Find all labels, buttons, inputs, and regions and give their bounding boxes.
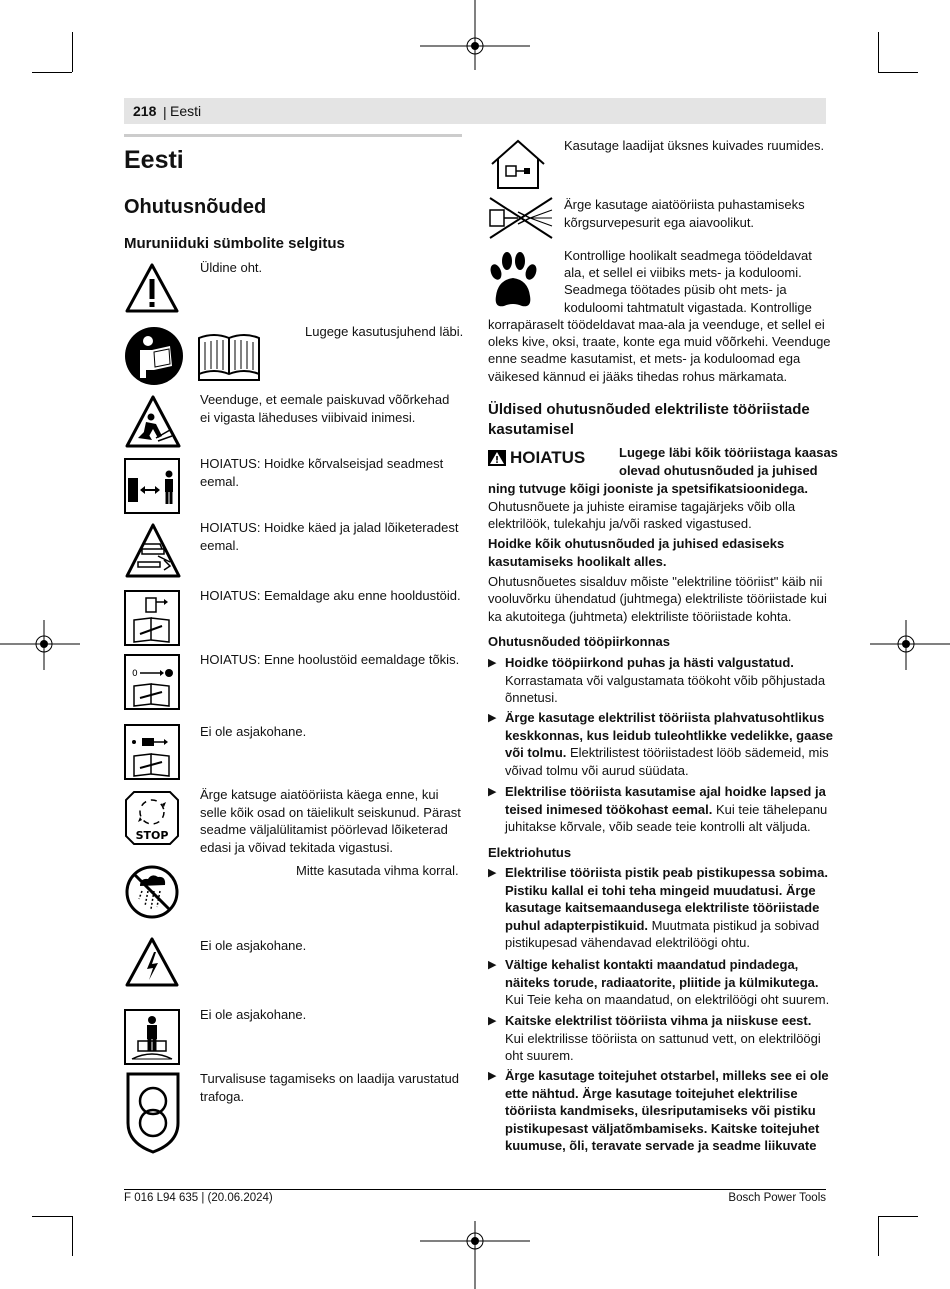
bold-text: tööriista kandmiseks, ülesriputamiseks või pistiku	[505, 1103, 816, 1118]
svg-text:0: 0	[132, 669, 138, 679]
bullet-marker: ▶	[488, 959, 497, 971]
para-line: Ohutusnõuetes sisalduv mõiste "elektriline tööriist" käib nii	[488, 574, 823, 589]
para-line: vooluvõrku ühendatud (juhtmega) elektriliste tööriistade kui	[488, 591, 827, 606]
crop-mark	[878, 1216, 918, 1217]
electric-item-line	[505, 1102, 816, 1120]
bold-text: Ärge kasutage elektrilist tööriista plahvatusohtlikus	[505, 710, 825, 725]
stop-blades-icon	[124, 790, 180, 846]
workplace-item-line	[505, 744, 829, 762]
symbol-text: Ärge kasutage aiatööriista puhastamiseks kõrgsurvepesurit ega aiavoolikut.	[564, 197, 805, 230]
warning-badge	[488, 448, 585, 468]
bold-text: Kaitske elektrilist tööriista vihma ja niiskuse eest.	[505, 1013, 812, 1028]
warning-line: Lugege läbi kõik tööriistaga kaasas	[619, 445, 838, 460]
footer-brand: Bosch Power Tools	[728, 1192, 826, 1204]
electric-item-line	[505, 1067, 829, 1085]
bullet-marker: ▶	[488, 1070, 497, 1082]
workplace-item-line	[505, 818, 811, 836]
symbol-text: Veenduge, et eemale paiskuvad võõrkehad ei vigasta läheduses viibivaid inimesi.	[200, 392, 450, 425]
symbol-text: HOIATUS: Hoidke käed ja jalad lõiketeradest eemal.	[200, 520, 459, 553]
body-text: Muutmata pistikud ja sobivad	[648, 917, 820, 933]
crop-mark	[32, 1216, 72, 1217]
symbol-text: HOIATUS: Hoidke kõrvalseisjad seadmest eemal.	[200, 456, 444, 489]
symbol-text: Ei ole asjakohane.	[200, 1007, 307, 1022]
wildlife-text-line: enne seadme kasutamist, et mets- ja koduloomad ega	[488, 351, 801, 366]
keep-hands-feet-away-icon	[124, 522, 182, 580]
keep-bystanders-away-icon	[124, 458, 180, 514]
workplace-item-line	[505, 801, 827, 819]
electric-item-line	[505, 864, 828, 882]
para-line: kasutamiseks hoolikalt alles.	[488, 554, 667, 569]
footer-rule	[124, 1189, 826, 1190]
crop-mark	[72, 1216, 73, 1256]
read-manual-icon	[124, 326, 184, 386]
bold-text: Elektrilise tööriista pistik peab pistikupessa sobima.	[505, 865, 828, 880]
body-text: võivad tolmu või aurud süüdata.	[505, 762, 689, 778]
electric-item-line	[505, 917, 819, 935]
symbol-text: HOIATUS: Enne hoolustöid eemaldage tõkis.	[200, 652, 460, 667]
workplace-item-line	[505, 709, 824, 727]
thrown-objects-icon	[124, 394, 182, 450]
registration-mark-bottom	[420, 1216, 530, 1289]
bold-text: teised inimesed töökohast eemal.	[505, 801, 713, 817]
electric-item-line	[505, 882, 816, 900]
body-text: juhitakse kõrvale, võib seade teie kontrolli alt väljuda.	[505, 819, 811, 834]
remove-key-icon	[124, 654, 180, 710]
symbol-text: Turvalisuse tagamiseks on laadija varustatud trafoga.	[200, 1071, 459, 1104]
remove-battery-icon	[124, 590, 180, 646]
no-rain-icon	[124, 864, 180, 920]
workplace-item-line	[505, 783, 826, 801]
section-title: Ohutusnõuded	[124, 196, 267, 218]
page-title: Eesti	[124, 146, 184, 174]
electric-item-line	[505, 956, 798, 974]
bold-text: või tolmu.	[505, 745, 567, 760]
body-text: Korrastamata või valgustamata töökoht võib põhjustada	[505, 672, 826, 688]
bold-text: keskkonnas, kus leidub tuleohtlikke vedelikke, gaase	[505, 727, 834, 743]
bold-text: Elektrilise tööriista kasutamise ajal hoidke lapsed ja	[505, 784, 826, 799]
crop-mark	[878, 32, 879, 72]
symbol-text: Mitte kasutada vihma korral.	[296, 863, 459, 878]
bullet-marker: ▶	[488, 1015, 497, 1027]
para-line: ka akutoitega (juhtmeta) elektriliste tööriistade kohta.	[488, 609, 792, 624]
page-number: 218	[133, 103, 157, 119]
para-line: elektrilöök, tulekahju ja/või rasked vigastused.	[488, 516, 752, 531]
workplace-item-line	[505, 727, 833, 745]
general-danger-icon	[124, 262, 180, 314]
symbols-title: Muruniiduki sümbolite selgitus	[124, 235, 345, 252]
crop-mark	[72, 32, 73, 72]
electric-item-line	[505, 1030, 821, 1048]
bold-text: puhul adapterpistikuid.	[505, 917, 649, 933]
wildlife-text-line: ala, et sellel ei viibiks mets- ja koduloomi.	[564, 265, 802, 280]
registration-mark-left	[0, 620, 80, 670]
bold-text: pistikupesast väljatõmbamiseks. Kaitske toitejuhet	[505, 1120, 820, 1136]
no-pressure-washer-icon	[488, 196, 554, 242]
book-icon	[196, 330, 262, 382]
electric-item-line	[505, 1085, 798, 1103]
bold-text: kasutage kaitsemaandusega elektriliste tööriistade	[505, 900, 820, 915]
header-separator: |	[163, 104, 167, 120]
bold-text: kuumuse, õli, teravate servade ja seadme liikuvate	[505, 1138, 817, 1153]
warning-icon	[488, 450, 506, 466]
warning-line: ning tutvuge kõigi jooniste ja spetsifikatsioonidega.	[488, 481, 808, 496]
registration-mark-right	[870, 620, 950, 670]
crop-mark	[878, 72, 918, 73]
wildlife-text-line: Kontrollige hoolikalt seadmega töödeldavat	[564, 248, 812, 263]
page-header-bar	[124, 98, 826, 124]
operator-zone-icon	[124, 1009, 180, 1065]
workplace-item-line	[505, 654, 794, 672]
body-text: pistikupesad vähendavad elektrilöögi ohtu.	[505, 935, 751, 950]
symbol-text: Kasutage laadijat üksnes kuivades ruumides.	[564, 138, 825, 153]
workplace-item-line	[505, 762, 689, 780]
bold-text: Pistiku kallal ei tohi teha mingeid muudatusi. Ärge	[505, 882, 816, 898]
bullet-marker: ▶	[488, 867, 497, 879]
body-text: Kui Teie keha on maandatud, on elektrilöögi oht suurem.	[505, 992, 830, 1007]
electric-title: Elektriohutus	[488, 845, 572, 860]
electric-item-line	[505, 1120, 819, 1138]
workplace-item-line	[505, 672, 825, 690]
warning-line: olevad ohutusnõuded ja juhised	[619, 463, 818, 478]
electric-item-line	[505, 899, 819, 917]
electric-item-line	[505, 1137, 816, 1155]
electric-item-line	[505, 991, 829, 1009]
bold-text: Hoidke tööpiirkond puhas ja hästi valgustatud.	[505, 655, 794, 670]
wildlife-text-line: Seadmega töötades püsib oht mets- ja	[564, 282, 787, 297]
electric-item-line	[505, 1012, 811, 1030]
electric-item-line	[505, 934, 750, 952]
bullet-marker: ▶	[488, 786, 497, 798]
workplace-item-line	[505, 689, 558, 707]
symbol-text: Üldine oht.	[200, 260, 263, 275]
body-text: õnnetusi.	[505, 690, 558, 705]
symbol-text: Lugege kasutusjuhend läbi.	[305, 324, 464, 339]
bullet-marker: ▶	[488, 657, 497, 669]
body-text: Elektrilistest tööriistadest lööb sädemeid, mis	[566, 745, 829, 760]
body-text: Kui elektrilisse tööriista on sattunud vett, on elektrilöögi	[505, 1030, 821, 1046]
wildlife-text-line: korrapäraselt töödeldavat maa-ala ja veenduge, et sellel ei	[488, 317, 825, 332]
bold-text: Ärge kasutage toitejuhet otstarbel, milleks see ei ole	[505, 1068, 829, 1083]
svg-text:STOP: STOP	[135, 829, 169, 842]
symbol-text: Ärge katsuge aiatööriista käega enne, kui selle kõik osad on täielikult seiskunud. Pärast seadme väljalülitamist pöörlevad lõiketerad edasi ja võivad tekitada vigastusi.	[200, 787, 461, 855]
indoor-use-icon	[488, 138, 548, 192]
para-line: Hoidke kõik ohutusnõuded ja juhised edasiseks	[488, 536, 785, 551]
header-language: Eesti	[170, 103, 202, 119]
wildlife-text-line: oleks kive, oksi, traate, konte ega muid võõrkehi. Veenduge	[488, 334, 831, 349]
remove-spark-plug-icon	[124, 724, 180, 780]
warning-label: HOIATUS	[510, 448, 586, 467]
symbol-text: Ei ole asjakohane.	[200, 724, 307, 739]
para-line: Ohutusnõuete ja juhiste eiramise tagajärjeks võib olla	[488, 499, 796, 514]
crop-mark	[32, 72, 72, 73]
body-text: Kui teie tähelepanu	[712, 801, 828, 817]
safety-transformer-icon	[124, 1071, 182, 1155]
footer-document-id: F 016 L94 635 | (20.06.2024)	[124, 1192, 273, 1204]
crop-mark	[878, 1216, 879, 1256]
bullet-marker: ▶	[488, 712, 497, 724]
column-rule	[124, 134, 462, 137]
paw-icon	[488, 250, 538, 310]
workplace-title: Ohutusnõuded tööpiirkonnas	[488, 634, 670, 649]
body-text: oht suurem.	[505, 1048, 574, 1063]
registration-mark-top	[420, 0, 530, 80]
bold-text: Vältige kehalist kontakti maandatud pindadega,	[505, 957, 799, 972]
general-title: Üldised ohutusnõuded elektriliste tööriistade kasutamisel	[488, 401, 810, 438]
electric-shock-icon	[124, 936, 180, 988]
wildlife-text-line: koduloomi tahtmatult vigastada. Kontrollige	[564, 300, 812, 315]
symbol-text: HOIATUS: Eemaldage aku enne hooldustöid.	[200, 588, 461, 603]
electric-item-line	[505, 1047, 574, 1065]
bold-text: näiteks torude, radiaatorite, pliitide ja külmikutega.	[505, 974, 819, 990]
electric-item-line	[505, 974, 819, 992]
wildlife-text-line: väikesed kännud ei jääks tihedas rohus märkamata.	[488, 369, 788, 384]
bold-text: ette nähtud. Ärge kasutage toitejuhet elektrilise	[505, 1085, 798, 1101]
symbol-text: Ei ole asjakohane.	[200, 938, 307, 953]
